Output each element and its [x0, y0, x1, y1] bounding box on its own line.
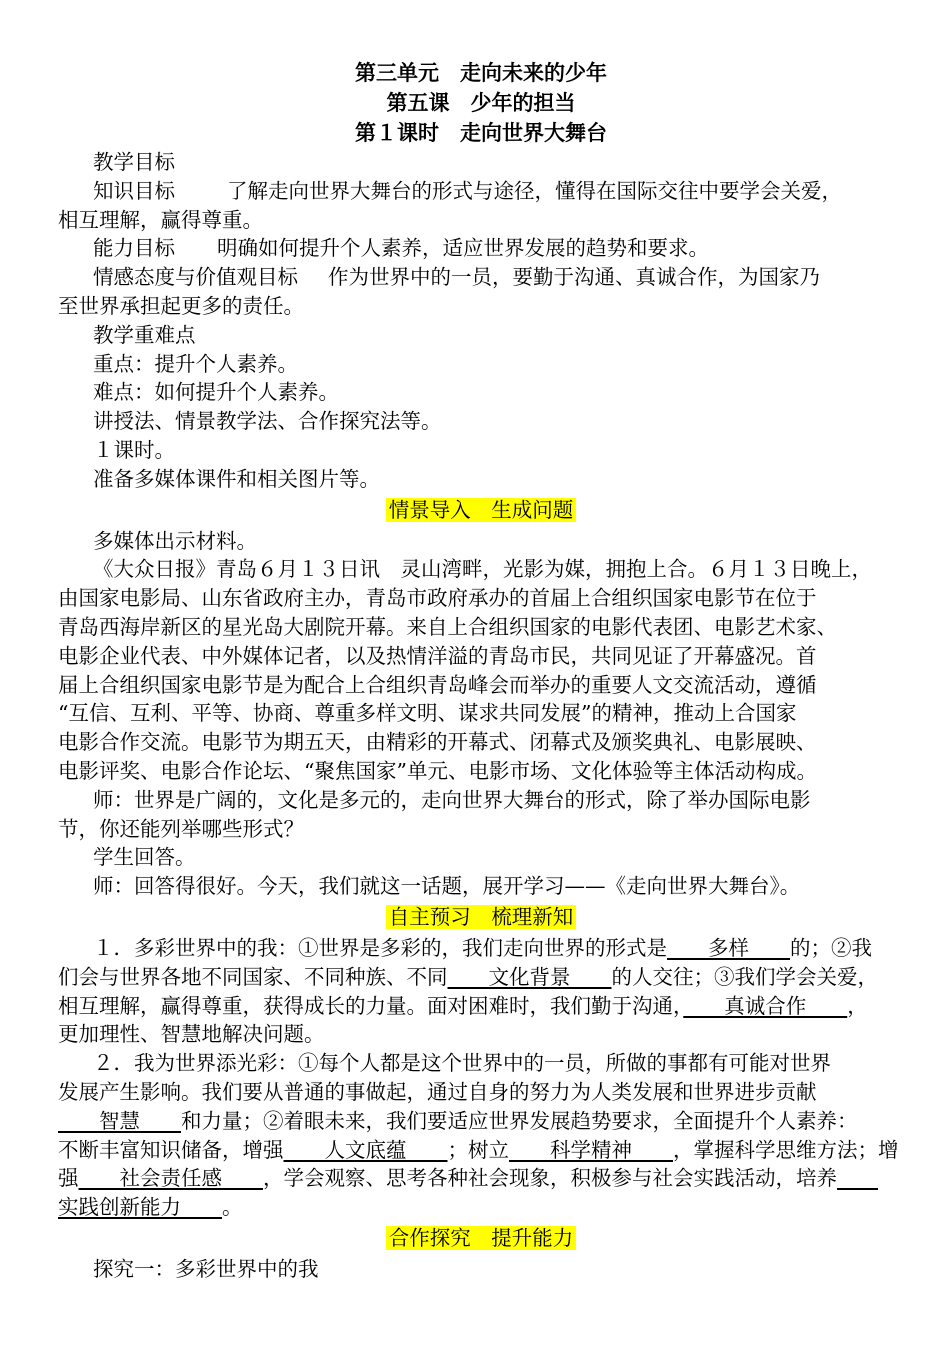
preview-p2-line: ２．我为世界添光彩：①每个人都是这个世界中的一员，所做的事都有可能对世界 — [93, 1051, 831, 1076]
objectives-heading: 教学目标 — [93, 150, 175, 174]
student-answer: 学生回答。 — [93, 845, 196, 870]
text-run: ，掌握科学思维方法；增 — [673, 1137, 899, 1162]
text-run: ， — [847, 993, 868, 1018]
class-hours: １课时。 — [93, 437, 175, 462]
teacher-response: 师：回答得很好。今天，我们就这一话题，展开学习——《走向世界大舞台》。 — [93, 874, 801, 899]
knowledge-objective — [58, 177, 904, 206]
preview-p1-line — [58, 963, 904, 992]
news-line: 由国家电影局、山东省政府主办，青岛市政府承办的首届上合组织国家电影节在位于 — [58, 586, 817, 611]
intro-line: 多媒体出示材料。 — [93, 528, 257, 553]
text-run: 。 — [222, 1195, 243, 1220]
text-run: １．多彩世界中的我：①世界是多彩的，我们走向世界的形式是 — [93, 935, 667, 960]
preview-p1-line: 更加理性、智慧地解决问题。 — [58, 1022, 325, 1047]
answer-blank: 多样 — [667, 935, 790, 960]
preview-p1-line — [58, 934, 904, 963]
answer-blank: 智慧 — [58, 1108, 181, 1133]
text-run: 不断丰富知识储备，增强 — [58, 1137, 284, 1162]
difficult-point: 难点：如何提升个人素养。 — [93, 380, 339, 405]
news-line: 电影企业代表、中外媒体记者，以及热情洋溢的青岛市民，共同见证了开幕盛况。首 — [58, 643, 817, 668]
section-heading-intro — [58, 495, 904, 526]
answer-blank: 社会责任感 — [78, 1166, 263, 1191]
emotion-objective — [58, 263, 904, 292]
ability-text: 明确如何提升个人素养，适应世界发展的趋势和要求。 — [217, 236, 709, 261]
keypoints-heading: 教学重难点 — [93, 322, 196, 347]
preview-p1-line — [58, 992, 904, 1021]
news-line: 《大众日报》青岛６月１３日讯 灵山湾畔，光影为媒，拥抱上合。６月１３日晚上， — [93, 557, 872, 582]
knowledge-label: 知识目标 — [93, 178, 175, 203]
emotion-objective-cont: 至世界承担起更多的责任。 — [58, 293, 304, 318]
news-line: 电影评奖、电影合作论坛、“聚焦国家”单元、电影市场、文化体验等主体活动构成。 — [58, 758, 817, 783]
answer-blank: 人文底蕴 — [283, 1137, 448, 1162]
section-heading-explore-text: 合作探究 提升能力 — [386, 1226, 577, 1250]
teacher-question-cont: 节，你还能列举哪些形式？ — [58, 816, 304, 841]
section-heading-explore — [58, 1223, 904, 1254]
answer-blank: 真诚合作 — [683, 993, 848, 1018]
preview-p2-line: 发展产生影响。我们要从普通的事做起，通过自身的努力为人类发展和世界进步贡献 — [58, 1079, 817, 1104]
emotion-label: 情感态度与价值观目标 — [93, 265, 298, 290]
news-line: “互信、互利、平等、协商、尊重多样文明、谋求共同发展”的精神，推动上合国家 — [58, 701, 797, 726]
section-heading-preview-text: 自主预习 梳理新知 — [386, 905, 577, 929]
answer-blank: 实践创新能力 — [58, 1195, 222, 1220]
answer-blank: 文化背景 — [447, 964, 612, 989]
unit-title: 第三单元 走向未来的少年 — [355, 60, 607, 85]
answer-blank — [837, 1166, 878, 1190]
lesson-title: 第五课 少年的担当 — [386, 90, 576, 115]
key-point: 重点：提升个人素养。 — [93, 351, 298, 376]
answer-blank: 科学精神 — [509, 1137, 673, 1162]
text-run: 们会与世界各地不同国家、不同种族、不同 — [58, 964, 448, 989]
preview-p2-line — [58, 1136, 904, 1165]
explore-item: 探究一：多彩世界中的我 — [93, 1256, 319, 1281]
preview-p2-line — [58, 1193, 904, 1222]
text-run: 的人交往；③我们学会关爱， — [611, 964, 878, 989]
section-heading-intro-text: 情景导入 生成问题 — [386, 498, 577, 522]
text-run: 和力量；②着眼未来，我们要适应世界发展趋势要求，全面提升个人素养： — [181, 1108, 858, 1133]
preview-p2-line — [58, 1164, 904, 1193]
news-line: 届上合组织国家电影节是为配合上合组织青岛峰会而举办的重要人文交流活动，遵循 — [58, 672, 817, 697]
teacher-question: 师：世界是广阔的，文化是多元的，走向世界大舞台的形式，除了举办国际电影 — [93, 787, 811, 812]
document-page — [58, 58, 904, 1284]
preview-p2-line — [58, 1107, 904, 1136]
teaching-methods: 讲授法、情景教学法、合作探究法等。 — [93, 409, 442, 434]
news-line: 电影合作交流。电影节为期五天，由精彩的开幕式、闭幕式及颁奖典礼、电影展映、 — [58, 730, 817, 755]
preparation: 准备多媒体课件和相关图片等。 — [93, 466, 380, 491]
ability-objective — [58, 234, 904, 263]
text-run: 相互理解，赢得尊重，获得成长的力量。面对困难时，我们勤于沟通， — [58, 993, 684, 1018]
knowledge-text: 了解走向世界大舞台的形式与途径，懂得在国际交往中要学会关爱， — [227, 178, 842, 203]
knowledge-objective-cont: 相互理解，赢得尊重。 — [58, 207, 263, 232]
emotion-text: 作为世界中的一员，要勤于沟通、真诚合作，为国家乃 — [328, 265, 820, 290]
section-heading-preview — [58, 902, 904, 933]
news-line: 青岛西海岸新区的星光岛大剧院开幕。来自上合组织国家的电影代表团、电影艺术家、 — [58, 614, 837, 639]
text-run: ；树立 — [447, 1137, 509, 1162]
text-run: 的；②我 — [790, 935, 872, 960]
ability-label: 能力目标 — [93, 236, 175, 261]
text-run: 强 — [58, 1166, 79, 1191]
period-title: 第１课时 走向世界大舞台 — [355, 120, 607, 145]
text-run: ，学会观察、思考各种社会现象，积极参与社会实践活动，培养 — [263, 1166, 837, 1191]
